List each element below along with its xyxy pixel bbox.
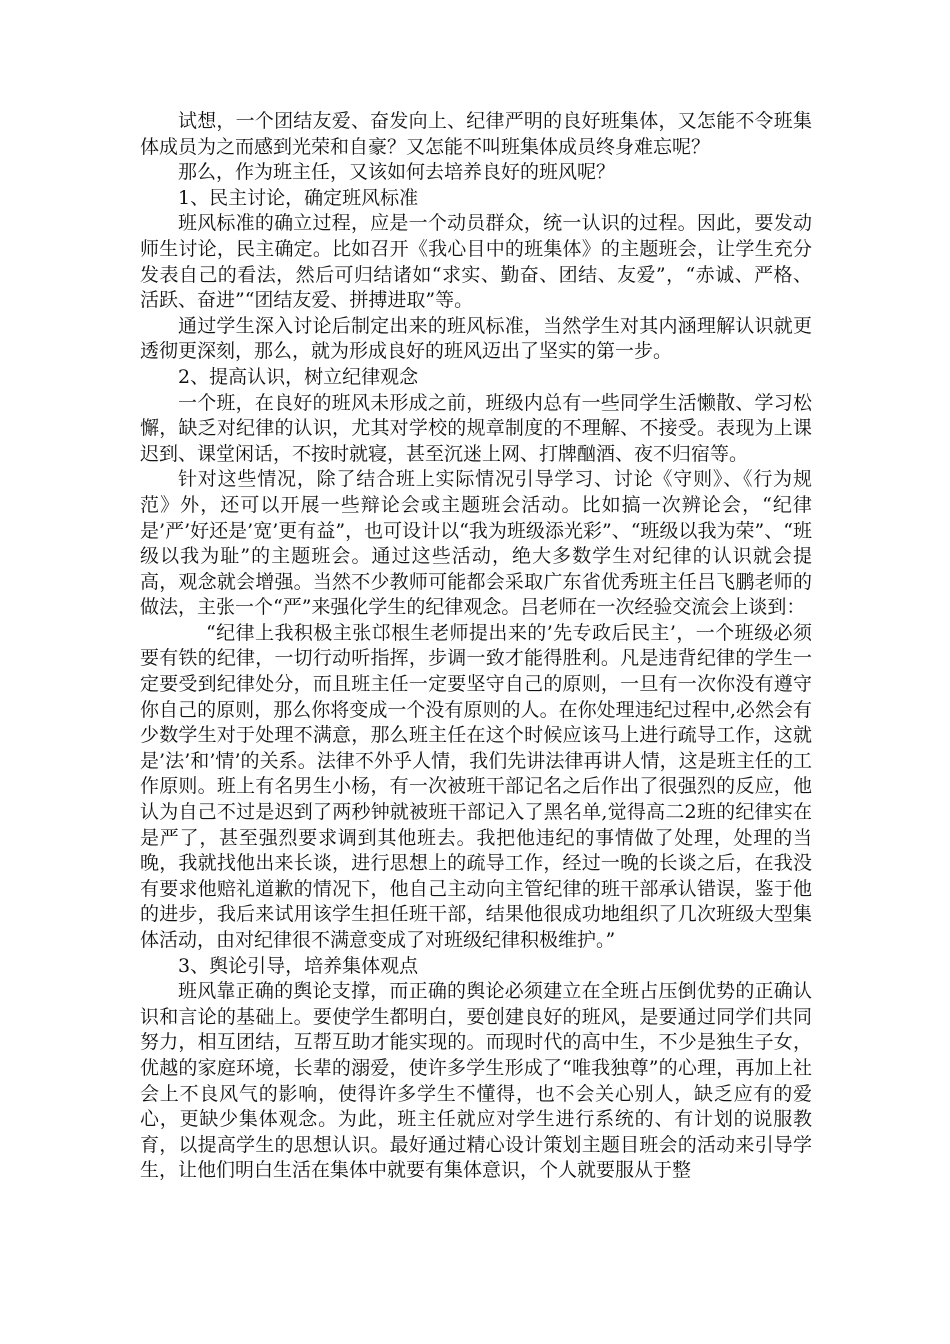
paragraph-question: 那么，作为班主任，又该如何去培养良好的班风呢？ — [178, 161, 616, 184]
paragraph-discipline-activities: 针对这些情况，除了结合班上实际情况引导学习、讨论《守则》、《行为规范》外，还可以开展一些辩论会或主题班会活动。比如搞一次辨论会，“纪律是’严’好还是’宽’更有益”，也可设计以“我为班级添光彩”、“班级以我为荣”、“班级以我为耻”的主题班会。通过这些活动，绝大多数学生对纪律的认识就会提高，观念就会增强。当然不少教师可能都会采取广东省优秀班主任吕飞鹏老师的做法，主张一个“严”来强化学生的纪律观念。吕老师在一次经验交流会上谈到： — [140, 468, 812, 619]
paragraph-teacher-quote: “纪律上我积极主张邙根生老师提出来的’先专政后民主’，一个班级必须要有铁的纪律，一切行动听指挥，步调一致才能得胜利。凡是违背纪律的学生一定要受到纪律处分，而且班主任一定要坚守自己的原则，一旦有一次你没有遵守你自己的原则，那么你将变成一个没有原则的人。在你处理违纪过程中,必然会有少数学生对于处理不满意，那么班主任在这个时候应该马上进行疏导工作，这就是’法’和’情’的关系。法律不外乎人情，我们先讲法律再讲人情，这是班主任的工作原则。班上有名男生小杨，有一次被班干部记名之后作出了很强烈的反应，他认为自己不过是迟到了两秒钟就被班干部记入了黑名单,觉得高二2班的纪律实在是严了，甚至强烈要求调到其他班去。我把他违纪的事情做了处理，处理的当晚，我就找他出来长谈，进行思想上的疏导工作，经过一晚的长谈之后，在我没有要求他赔礼道歉的情况下，他自己主动向主管纪律的班干部承认错误，鉴于他的进步，我后来试用该学生担任班干部，结果他很成功地组织了几次班级大型集体活动，由对纪律很不满意变成了对班级纪律积极维护。” — [140, 621, 812, 951]
paragraph-discussion-result: 通过学生深入讨论后制定出来的班风标准，当然学生对其内涵理解认识就更透彻更深刻，那么，就为形成良好的班风迈出了坚实的第一步。 — [140, 314, 812, 363]
document-page — [140, 109, 812, 1184]
paragraph-public-opinion: 班风靠正确的舆论支撑，而正确的舆论必须建立在全班占压倒优势的正确认识和言论的基础上。要使学生都明白，要创建良好的班风，是要通过同学们共同努力，相互团结，互帮互助才能实现的。而现时代的高中生，不少是独生子女，优越的家庭环境，长辈的溺爱，使许多学生形成了“唯我独尊”的心理，再加上社会上不良风气的影响，使得许多学生不懂得，也不会关心别人，缺乏应有的爱心，更缺少集体观念。为此，班主任就应对学生进行系统的、有计划的说服教育，以提高学生的思想认识。最好通过精心设计策划主题目班会的活动来引导学生，让他们明白生活在集体中就要有集体意识，个人就要服从于整 — [140, 980, 812, 1182]
section-heading-3: 3、舆论引导，培养集体观点 — [178, 954, 419, 977]
section-heading-1: 1、民主讨论，确定班风标准 — [178, 186, 419, 209]
paragraph-discipline-problems: 一个班，在良好的班风未形成之前，班级内总有一些同学生活懒散、学习松懈，缺乏对纪律的认识，尤其对学校的规章制度的不理解、不接受。表现为上课迟到、课堂闲话，不按时就寝，甚至沉迷上网、打牌酗酒、夜不归宿等。 — [140, 391, 812, 465]
section-heading-2: 2、提高认识，树立纪律观念 — [178, 365, 419, 388]
paragraph-intro-reflection: 试想，一个团结友爱、奋发向上、纪律严明的良好班集体，又怎能不令班集体成员为之而感到光荣和自豪？又怎能不叫班集体成员终身难忘呢？ — [140, 110, 812, 158]
paragraph-class-standard: 班风标准的确立过程，应是一个动员群众，统一认识的过程。因此，要发动师生讨论，民主确定。比如召开《我心目中的班集体》的主题班会，让学生充分发表自己的看法，然后可归结诸如“求实、勤奋、团结、友爱”，“赤诚、严格、活跃、奋进”“团结友爱、拼搏进取”等。 — [140, 212, 812, 312]
